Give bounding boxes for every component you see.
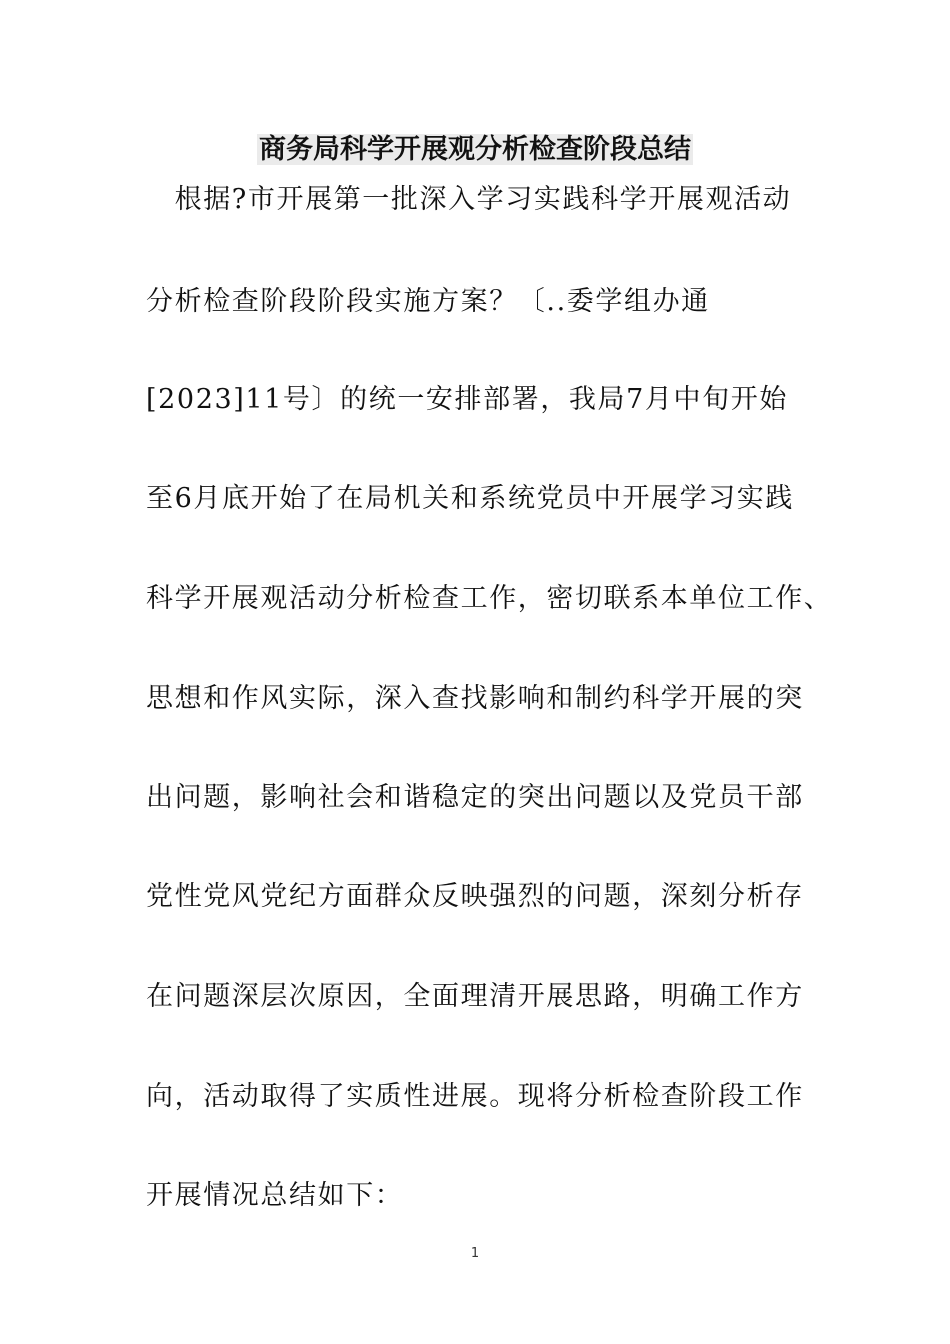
page-number: 1 bbox=[470, 1246, 480, 1261]
body-line-2: 分析检查阶段阶段实施方案？〔..委学组办通 bbox=[146, 286, 710, 317]
document-title bbox=[0, 130, 950, 170]
body-line-7: 出问题，影响社会和谐稳定的突出问题以及党员干部 bbox=[146, 782, 804, 813]
body-line-11: 开展情况总结如下： bbox=[146, 1180, 404, 1211]
body-line-4: 至6月底开始了在局机关和系统党员中开展学习实践 bbox=[146, 483, 794, 514]
body-line-10: 向，活动取得了实质性进展。现将分析检查阶段工作 bbox=[146, 1081, 804, 1112]
body-line-8: 党性党风党纪方面群众反映强烈的问题，深刻分析存 bbox=[146, 881, 804, 912]
body-line-9: 在问题深层次原因，全面理清开展思路，明确工作方 bbox=[146, 981, 804, 1012]
body-line-3: [2023]11号〕的统一安排部署，我局7月中旬开始 bbox=[146, 384, 788, 415]
body-line-5: 科学开展观活动分析检查工作，密切联系本单位工作、 bbox=[146, 583, 833, 614]
document-title-text: 商务局科学开展观分析检查阶段总结 bbox=[259, 134, 691, 165]
body-line-6: 思想和作风实际，深入查找影响和制约科学开展的突 bbox=[146, 683, 804, 714]
body-line-1: 根据?市开展第一批深入学习实践科学开展观活动 bbox=[146, 184, 792, 215]
